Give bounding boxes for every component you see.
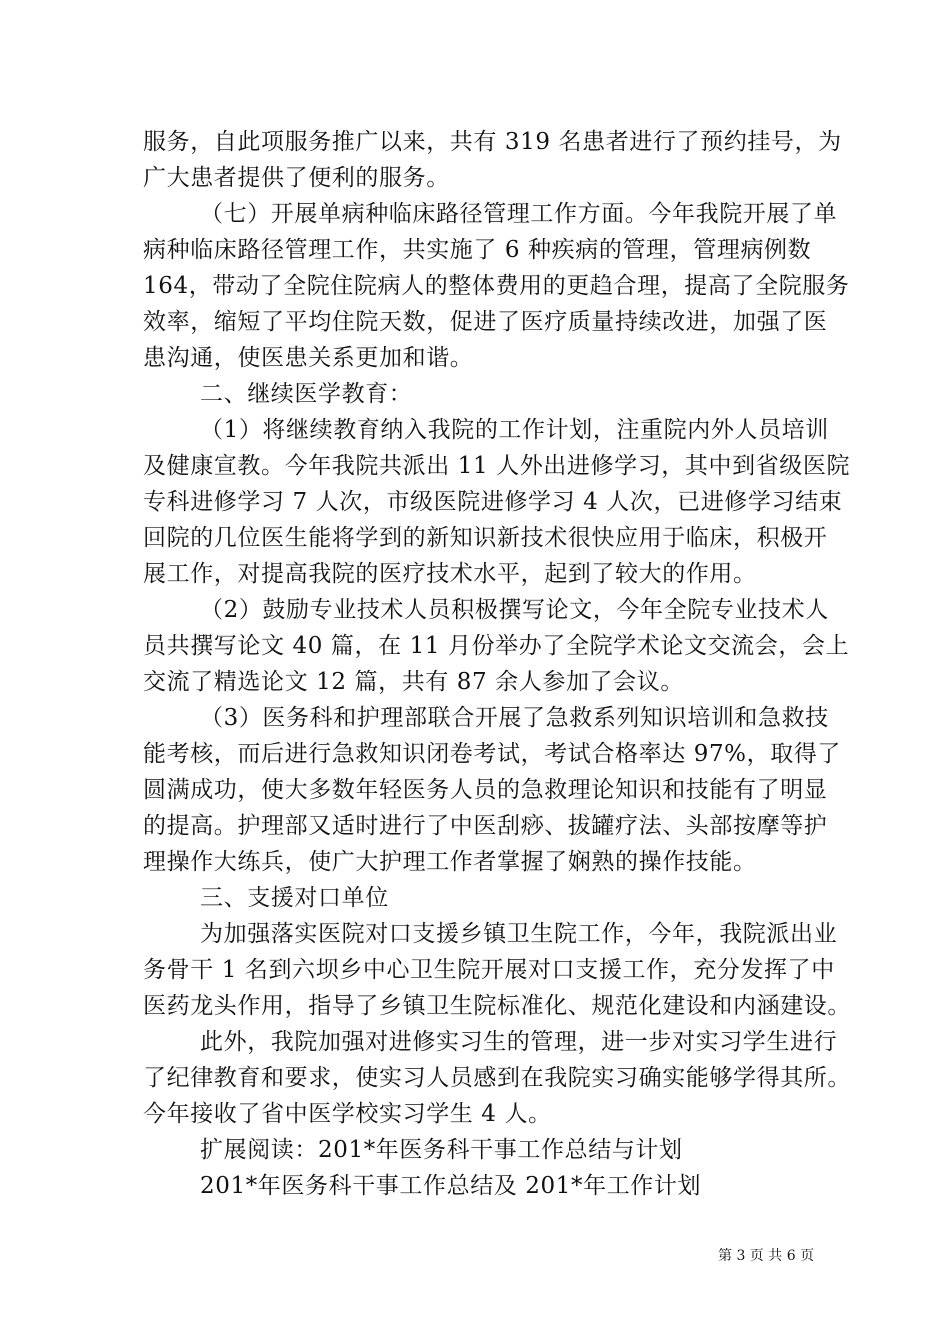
- text-line: （七）开展单病种临床路径管理工作方面。今年我院开展了单: [200, 201, 838, 227]
- text-line: 务骨干 1 名到六坝乡中心卫生院开展对口支援工作，充分发挥了中: [143, 957, 835, 983]
- extended-reading-title: 201*年医务科干事工作总结及 201*年工作计划: [200, 1173, 702, 1199]
- text-line: 理操作大练兵，使广大护理工作者掌握了娴熟的操作技能。: [143, 849, 757, 875]
- extended-reading-link: 扩展阅读：201*年医务科干事工作总结与计划: [200, 1137, 683, 1163]
- text-line: （3）医务科和护理部联合开展了急救系列知识培训和急救技: [200, 705, 829, 731]
- text-line: 的提高。护理部又适时进行了中医刮痧、拔罐疗法、头部按摩等护: [143, 813, 828, 839]
- text-line: 此外，我院加强对进修实习生的管理，进一步对实习学生进行: [200, 1029, 838, 1055]
- text-line: （1）将继续教育纳入我院的工作计划，注重院内外人员培训: [200, 417, 829, 443]
- text-line: 交流了精选论文 12 篇，共有 87 余人参加了会议。: [143, 669, 684, 695]
- text-line: 圆满成功，使大多数年轻医务人员的急救理论知识和技能有了明显: [143, 777, 828, 803]
- text-line: 效率，缩短了平均住院天数，促进了医疗质量持续改进，加强了医: [143, 309, 828, 335]
- section-heading: 三、支援对口单位: [200, 885, 389, 911]
- text-line: 病种临床路径管理工作，共实施了 6 种疾病的管理，管理病例数: [143, 237, 812, 263]
- text-line: 员共撰写论文 40 篇，在 11 月份举办了全院学术论文交流会，会上: [143, 633, 850, 659]
- text-line: 能考核，而后进行急救知识闭卷考试，考试合格率达 97%，取得了: [143, 741, 842, 767]
- text-line: 医药龙头作用，指导了乡镇卫生院标准化、规范化建设和内涵建设。: [143, 993, 851, 1019]
- section-heading: 二、继续医学教育：: [200, 381, 413, 407]
- text-line: 服务，自此项服务推广以来，共有 319 名患者进行了预约挂号，为: [143, 129, 842, 155]
- text-line: 专科进修学习 7 人次，市级医院进修学习 4 人次，已进修学习结束: [143, 489, 843, 515]
- page-indicator: 第 3 页 共 6 页: [718, 1248, 815, 1264]
- text-line: 为加强落实医院对口支援乡镇卫生院工作，今年，我院派出业: [200, 921, 838, 947]
- text-line: 回院的几位医生能将学到的新知识新技术很快应用于临床，积极开: [143, 525, 828, 551]
- text-line: 患沟通，使医患关系更加和谐。: [143, 345, 474, 371]
- text-line: 及健康宣教。今年我院共派出 11 人外出进修学习，其中到省级医院: [143, 453, 851, 479]
- text-line: 今年接收了省中医学校实习学生 4 人。: [143, 1101, 552, 1127]
- text-line: （2）鼓励专业技术人员积极撰写论文，今年全院专业技术人: [200, 597, 829, 623]
- text-line: 广大患者提供了便利的服务。: [143, 165, 450, 191]
- text-line: 展工作，对提高我院的医疗技术水平，起到了较大的作用。: [143, 561, 757, 587]
- text-line: 了纪律教育和要求，使实习人员感到在我院实习确实能够学得其所。: [143, 1065, 851, 1091]
- text-line: 164，带动了全院住院病人的整体费用的更趋合理，提高了全院服务: [143, 273, 850, 299]
